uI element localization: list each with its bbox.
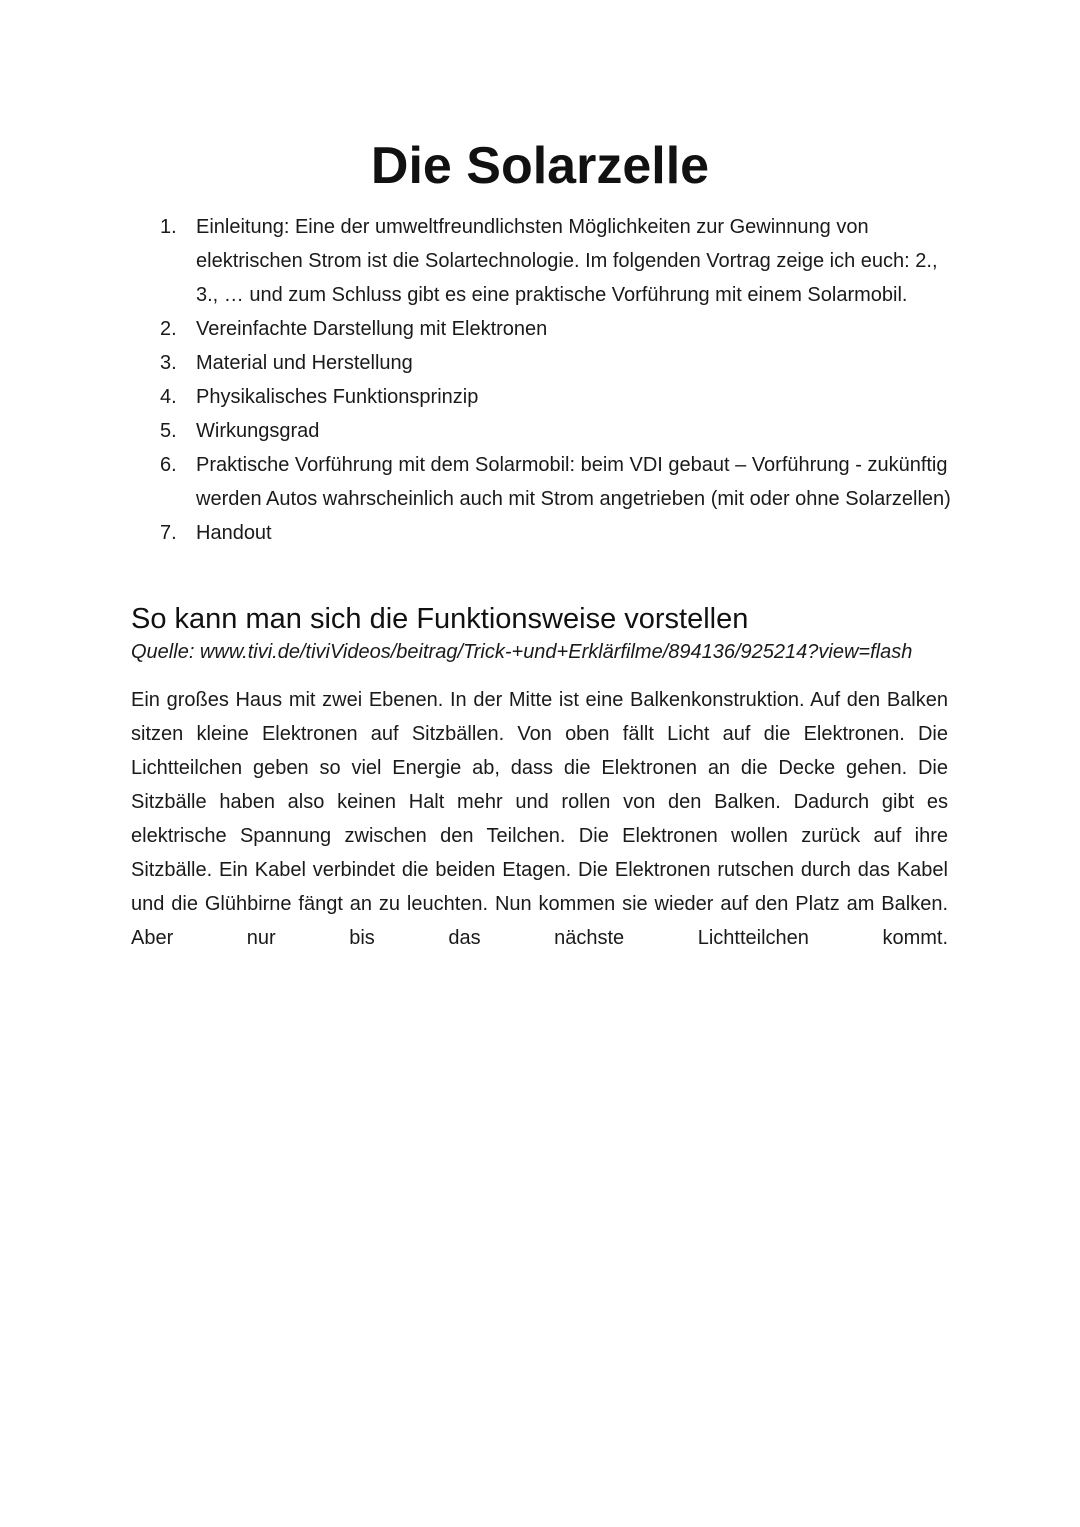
page-title: Die Solarzelle (370, 137, 710, 195)
outline-list (160, 210, 960, 550)
list-item-text: Physikalisches Funktionsprinzip (196, 386, 479, 408)
section-heading: So kann man sich die Funktionsweise vorstellen (131, 603, 749, 635)
list-item (160, 380, 960, 414)
list-item-text: Wirkungsgrad (196, 420, 320, 442)
list-item (160, 448, 960, 516)
list-item (160, 414, 960, 448)
list-item-text: Vereinfachte Darstellung mit Elektronen (196, 318, 548, 340)
source-citation: Quelle: www.tivi.de/tiviVideos/beitrag/Trick-+und+Erklärfilme/894136/925214?view=flash (131, 641, 913, 663)
list-item (160, 346, 960, 380)
body-paragraph: Ein großes Haus mit zwei Ebenen. In der Mitte ist eine Balkenkonstruktion. Auf den Balken sitzen kleine Elektronen auf Sitzbällen. Von oben fällt Licht auf die Elektronen. Die Lichtteilchen geben so viel Energie ab, dass die Elektronen an die Decke gehen. Die Sitzbälle haben also keinen Halt mehr und rollen von den Balken. Dadurch gibt es elektrische Spannung zwischen den Teilchen. Die Elektronen wollen zurück auf ihre Sitzbälle. Ein Kabel verbindet die beiden Etagen. Die Elektronen rutschen durch das Kabel und die Glühbirne fängt an zu leuchten. Nun kommen sie wieder auf den Platz am Balken. Aber nur bis das nächste Lichtteilchen kommt. (131, 689, 948, 949)
list-item (160, 210, 960, 312)
list-item-text: Material und Herstellung (196, 352, 413, 374)
list-item (160, 516, 960, 550)
list-item-text: Handout (196, 522, 272, 544)
list-item-text: Praktische Vorführung mit dem Solarmobil: beim VDI gebaut – Vorführung - zukünftig werden Autos wahrscheinlich auch mit Strom angetrieben (mit oder ohne Solarzellen) (196, 454, 951, 510)
list-item-number: 4. (160, 386, 177, 408)
list-item (160, 312, 960, 346)
list-item-number: 5. (160, 420, 177, 442)
list-item-number: 3. (160, 352, 177, 374)
list-item-number: 6. (160, 454, 177, 476)
list-item-text: Einleitung: Eine der umweltfreundlichsten Möglichkeiten zur Gewinnung von elektrischen Strom ist die Solartechnologie. Im folgenden Vortrag zeige ich euch: 2., 3., … und zum Schluss gibt es eine praktische Vorführung mit einem Solarmobil. (196, 216, 938, 306)
list-item-number: 7. (160, 522, 177, 544)
list-item-number: 1. (160, 216, 177, 238)
list-item-number: 2. (160, 318, 177, 340)
